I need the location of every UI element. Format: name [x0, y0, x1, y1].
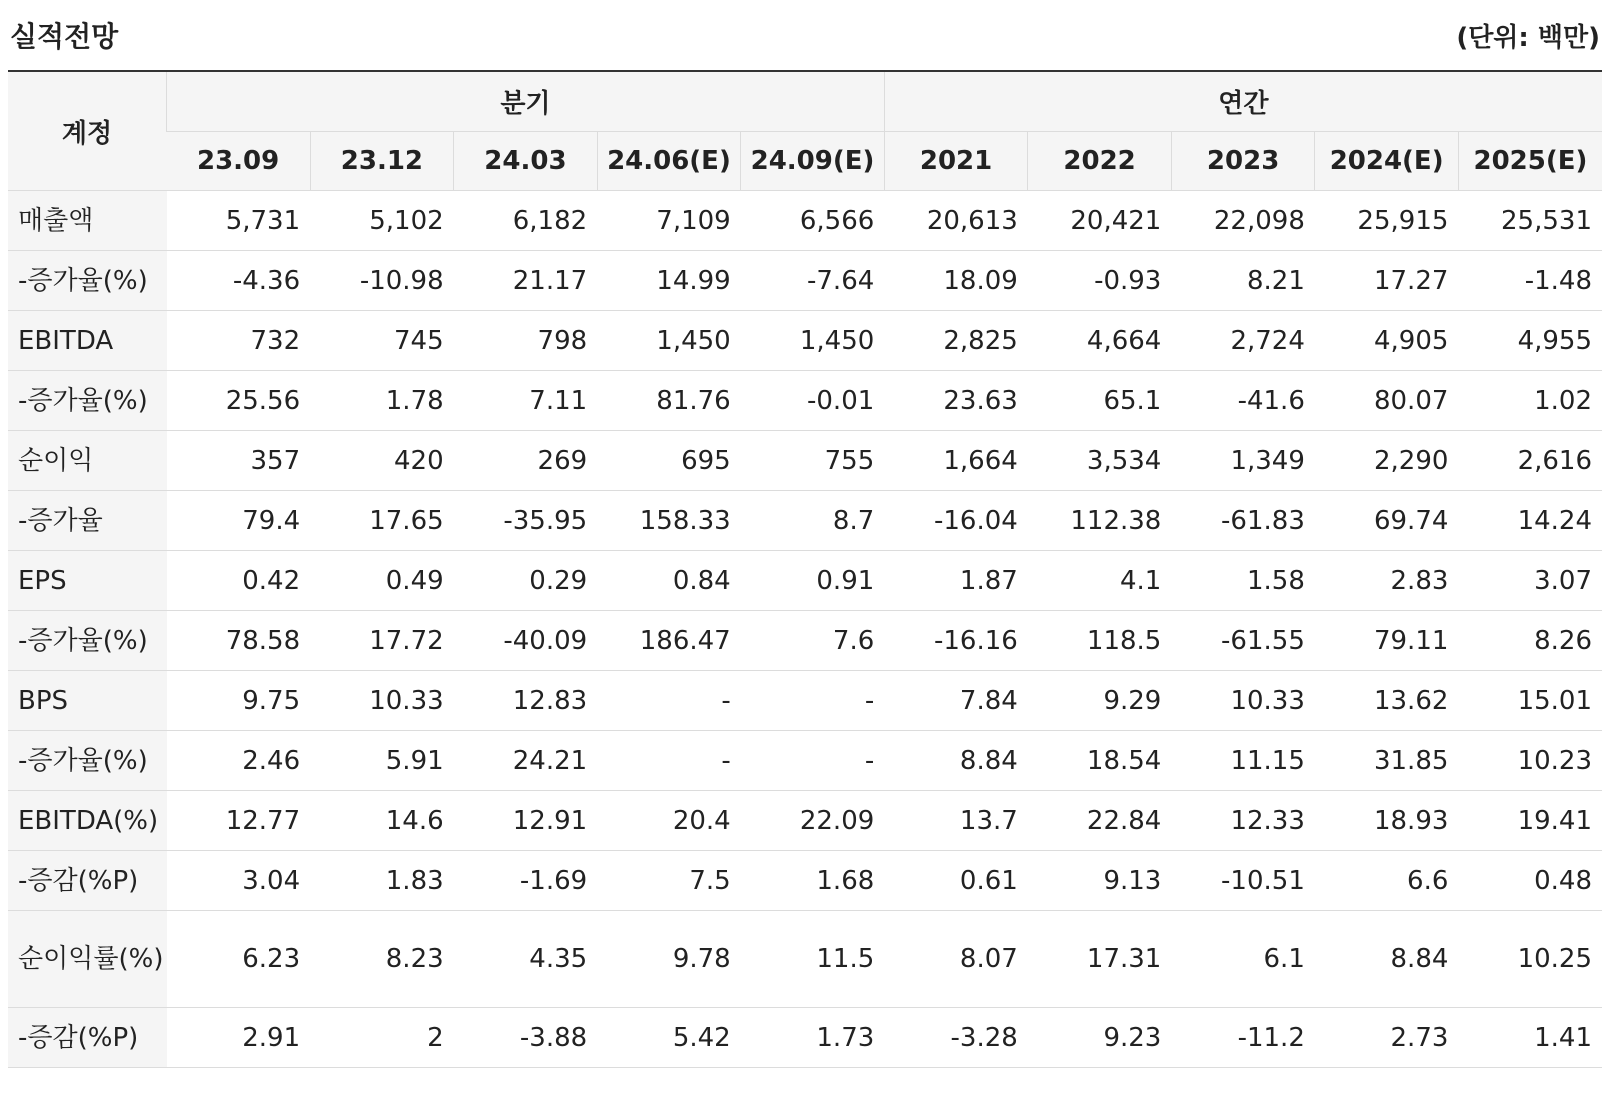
table-cell: -40.09 [454, 611, 598, 671]
table-cell: -61.83 [1171, 491, 1315, 551]
table-cell: 4,664 [1028, 311, 1172, 371]
table-cell: 0.84 [597, 551, 741, 611]
table-cell: 22,098 [1171, 191, 1315, 251]
table-cell: 78.58 [167, 611, 311, 671]
table-cell: 1.41 [1458, 1008, 1602, 1068]
table-cell: -16.16 [884, 611, 1028, 671]
year-header: 2021 [884, 132, 1028, 191]
table-cell: -0.93 [1028, 251, 1172, 311]
forecast-table [8, 72, 1602, 1068]
row-label: -증감(%P) [8, 1008, 167, 1068]
table-cell: 2.73 [1315, 1008, 1459, 1068]
table-cell: 31.85 [1315, 731, 1459, 791]
table-cell: 5,731 [167, 191, 311, 251]
table-row [8, 371, 1602, 431]
table-row [8, 1008, 1602, 1068]
table-cell: -4.36 [167, 251, 311, 311]
table-cell: 25.56 [167, 371, 311, 431]
table-cell: 9.29 [1028, 671, 1172, 731]
table-cell: 7.84 [884, 671, 1028, 731]
row-label: -증가율(%) [8, 371, 167, 431]
table-cell: 186.47 [597, 611, 741, 671]
row-label: EBITDA [8, 311, 167, 371]
table-cell: 3,534 [1028, 431, 1172, 491]
table-cell: 4,905 [1315, 311, 1459, 371]
table-row [8, 431, 1602, 491]
table-cell: 8.21 [1171, 251, 1315, 311]
table-cell: 79.4 [167, 491, 311, 551]
table-cell: 0.61 [884, 851, 1028, 911]
table-cell: 420 [310, 431, 454, 491]
year-header: 2025(E) [1458, 132, 1602, 191]
table-cell: 22.09 [741, 791, 885, 851]
table-cell: 1.02 [1458, 371, 1602, 431]
table-cell: -1.48 [1458, 251, 1602, 311]
table-cell: 80.07 [1315, 371, 1459, 431]
table-cell: - [741, 731, 885, 791]
table-cell: 1.78 [310, 371, 454, 431]
quarter-header: 23.09 [167, 132, 311, 191]
table-cell: 9.78 [597, 911, 741, 1008]
table-row [8, 731, 1602, 791]
table-cell: 1.58 [1171, 551, 1315, 611]
year-header: 2023 [1171, 132, 1315, 191]
table-cell: 11.15 [1171, 731, 1315, 791]
table-cell: 0.42 [167, 551, 311, 611]
table-cell: 14.6 [310, 791, 454, 851]
table-cell: 6.6 [1315, 851, 1459, 911]
table-row [8, 791, 1602, 851]
table-row [8, 671, 1602, 731]
table-cell: 10.23 [1458, 731, 1602, 791]
table-cell: 798 [454, 311, 598, 371]
table-cell: 12.33 [1171, 791, 1315, 851]
table-cell: 0.49 [310, 551, 454, 611]
table-cell: 10.33 [1171, 671, 1315, 731]
row-label: 매출액 [8, 191, 167, 251]
table-cell: 10.25 [1458, 911, 1602, 1008]
table-cell: -35.95 [454, 491, 598, 551]
table-cell: -16.04 [884, 491, 1028, 551]
table-cell: 2,616 [1458, 431, 1602, 491]
unit-label: (단위: 백만) [1456, 22, 1600, 53]
earnings-forecast-panel [8, 0, 1602, 1068]
table-cell: 1,349 [1171, 431, 1315, 491]
table-row [8, 851, 1602, 911]
row-label: 순이익 [8, 431, 167, 491]
table-cell: 11.5 [741, 911, 885, 1008]
table-row [8, 191, 1602, 251]
table-row [8, 311, 1602, 371]
table-cell: 9.23 [1028, 1008, 1172, 1068]
table-cell: 8.7 [741, 491, 885, 551]
table-cell: - [597, 731, 741, 791]
year-header: 2024(E) [1315, 132, 1459, 191]
table-cell: 3.07 [1458, 551, 1602, 611]
table-cell: 6.1 [1171, 911, 1315, 1008]
table-cell: 69.74 [1315, 491, 1459, 551]
table-cell: 17.72 [310, 611, 454, 671]
table-cell: 21.17 [454, 251, 598, 311]
table-cell: 20,421 [1028, 191, 1172, 251]
table-cell: 20,613 [884, 191, 1028, 251]
table-cell: 745 [310, 311, 454, 371]
table-cell: 1.87 [884, 551, 1028, 611]
table-cell: 2,290 [1315, 431, 1459, 491]
table-cell: 755 [741, 431, 885, 491]
table-cell: 2,825 [884, 311, 1028, 371]
quarter-header: 24.06(E) [597, 132, 741, 191]
table-cell: 6,182 [454, 191, 598, 251]
table-cell: 4,955 [1458, 311, 1602, 371]
table-cell: 8.23 [310, 911, 454, 1008]
row-label: 순이익률(%) [8, 911, 167, 1008]
table-cell: -3.28 [884, 1008, 1028, 1068]
table-cell: 12.83 [454, 671, 598, 731]
table-cell: 3.04 [167, 851, 311, 911]
year-header: 2022 [1028, 132, 1172, 191]
table-cell: -11.2 [1171, 1008, 1315, 1068]
table-cell: 18.09 [884, 251, 1028, 311]
row-label: EBITDA(%) [8, 791, 167, 851]
table-cell: - [597, 671, 741, 731]
table-row [8, 551, 1602, 611]
table-cell: 17.65 [310, 491, 454, 551]
title-bar [8, 0, 1602, 72]
row-label: -증가율(%) [8, 731, 167, 791]
table-cell: 2,724 [1171, 311, 1315, 371]
account-header: 계정 [8, 72, 167, 191]
table-cell: 25,531 [1458, 191, 1602, 251]
table-cell: 8.07 [884, 911, 1028, 1008]
table-cell: 4.35 [454, 911, 598, 1008]
table-cell: 12.91 [454, 791, 598, 851]
table-cell: 269 [454, 431, 598, 491]
quarter-header: 24.03 [454, 132, 598, 191]
table-cell: 1.68 [741, 851, 885, 911]
table-cell: 79.11 [1315, 611, 1459, 671]
table-cell: 13.62 [1315, 671, 1459, 731]
table-cell: 4.1 [1028, 551, 1172, 611]
table-cell: 2.46 [167, 731, 311, 791]
table-cell: 13.7 [884, 791, 1028, 851]
table-row [8, 611, 1602, 671]
table-cell: 9.13 [1028, 851, 1172, 911]
table-cell: 9.75 [167, 671, 311, 731]
annual-group-header: 연간 [884, 72, 1602, 132]
table-cell: -10.51 [1171, 851, 1315, 911]
table-cell: 14.24 [1458, 491, 1602, 551]
table-cell: -41.6 [1171, 371, 1315, 431]
table-body [8, 191, 1602, 1068]
table-cell: 1,450 [741, 311, 885, 371]
table-cell: 14.99 [597, 251, 741, 311]
table-cell: 23.63 [884, 371, 1028, 431]
table-cell: - [741, 671, 885, 731]
table-row [8, 911, 1602, 1008]
table-cell: 7,109 [597, 191, 741, 251]
table-cell: 17.31 [1028, 911, 1172, 1008]
row-label: -증가율(%) [8, 611, 167, 671]
row-label: BPS [8, 671, 167, 731]
table-cell: 7.11 [454, 371, 598, 431]
table-cell: 10.33 [310, 671, 454, 731]
table-row [8, 251, 1602, 311]
table-cell: 158.33 [597, 491, 741, 551]
table-cell: 22.84 [1028, 791, 1172, 851]
table-cell: 18.93 [1315, 791, 1459, 851]
table-cell: 118.5 [1028, 611, 1172, 671]
table-cell: 18.54 [1028, 731, 1172, 791]
table-cell: -1.69 [454, 851, 598, 911]
quarter-header: 24.09(E) [741, 132, 885, 191]
table-cell: 2.83 [1315, 551, 1459, 611]
table-cell: 6,566 [741, 191, 885, 251]
table-cell: 112.38 [1028, 491, 1172, 551]
table-cell: 1.73 [741, 1008, 885, 1068]
table-cell: 81.76 [597, 371, 741, 431]
table-cell: -10.98 [310, 251, 454, 311]
table-cell: 24.21 [454, 731, 598, 791]
table-cell: -61.55 [1171, 611, 1315, 671]
row-label: -증가율 [8, 491, 167, 551]
table-cell: 65.1 [1028, 371, 1172, 431]
table-cell: 15.01 [1458, 671, 1602, 731]
table-cell: 1,450 [597, 311, 741, 371]
table-cell: 8.26 [1458, 611, 1602, 671]
table-cell: 5.42 [597, 1008, 741, 1068]
table-cell: 19.41 [1458, 791, 1602, 851]
table-cell: 7.6 [741, 611, 885, 671]
table-cell: 17.27 [1315, 251, 1459, 311]
table-cell: 732 [167, 311, 311, 371]
table-cell: 6.23 [167, 911, 311, 1008]
table-cell: -7.64 [741, 251, 885, 311]
table-cell: 2 [310, 1008, 454, 1068]
table-cell: 7.5 [597, 851, 741, 911]
table-cell: 8.84 [884, 731, 1028, 791]
table-cell: 0.91 [741, 551, 885, 611]
table-cell: 0.29 [454, 551, 598, 611]
table-cell: 695 [597, 431, 741, 491]
table-cell: 0.48 [1458, 851, 1602, 911]
table-row [8, 491, 1602, 551]
quarter-header: 23.12 [310, 132, 454, 191]
quarterly-group-header: 분기 [167, 72, 885, 132]
table-cell: 25,915 [1315, 191, 1459, 251]
row-label: -증감(%P) [8, 851, 167, 911]
table-cell: -0.01 [741, 371, 885, 431]
table-cell: 357 [167, 431, 311, 491]
table-cell: 20.4 [597, 791, 741, 851]
table-cell: 5.91 [310, 731, 454, 791]
table-cell: 12.77 [167, 791, 311, 851]
row-label: EPS [8, 551, 167, 611]
table-cell: 5,102 [310, 191, 454, 251]
row-label: -증가율(%) [8, 251, 167, 311]
table-cell: -3.88 [454, 1008, 598, 1068]
section-title: 실적전망 [10, 20, 119, 53]
table-cell: 2.91 [167, 1008, 311, 1068]
table-cell: 1.83 [310, 851, 454, 911]
table-cell: 8.84 [1315, 911, 1459, 1008]
table-cell: 1,664 [884, 431, 1028, 491]
